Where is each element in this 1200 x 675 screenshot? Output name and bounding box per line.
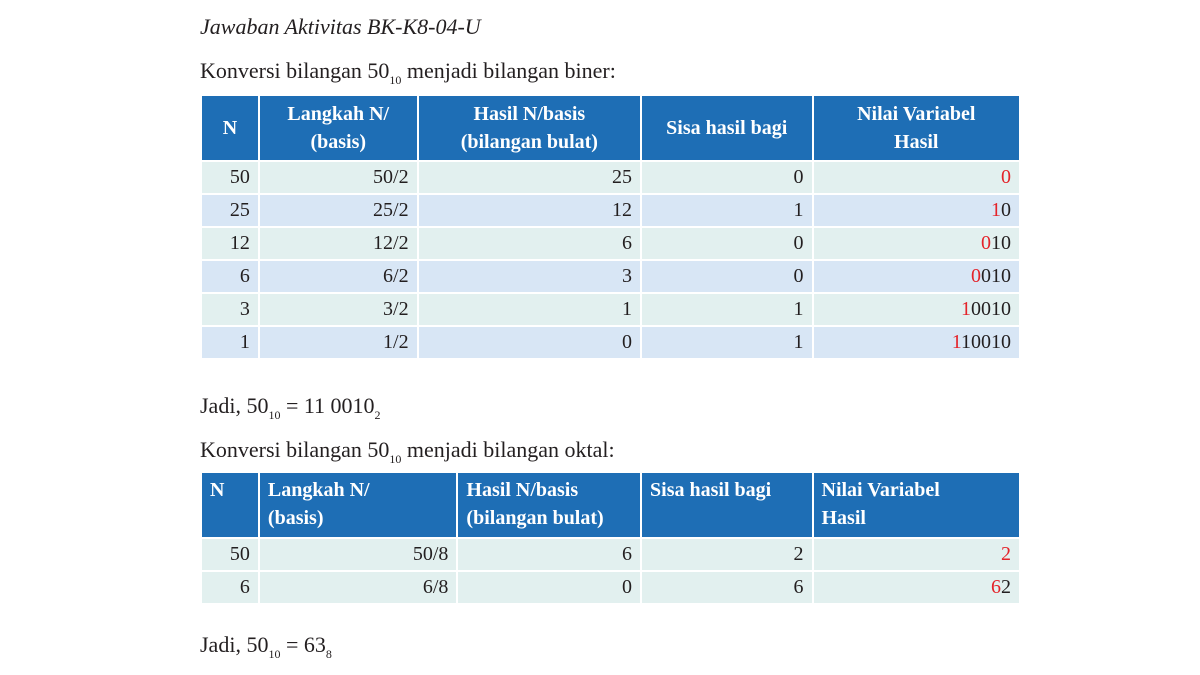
cell-hasil: 12 [419,195,640,226]
oktal-table [200,471,1021,605]
oktal-header-row [202,473,1019,537]
new-digit: 1 [991,199,1001,221]
new-digit: 0 [1001,166,1011,188]
table-row [202,162,1019,193]
oktal-intro-subscript: 10 [389,452,402,466]
biner-header-row [202,96,1019,160]
cell-sisa: 0 [642,228,811,259]
header-langkah-line2: (basis) [310,131,367,153]
header-langkah-line1: Langkah N/ [267,479,370,501]
header-hasil-line2: (bilangan bulat) [466,507,604,529]
cell-hasil: 6 [458,539,640,570]
rest-digits: 2 [1001,576,1011,598]
cell-nilai [814,539,1020,570]
rest-digits: 0010 [971,298,1011,320]
oktal-conclusion [200,632,332,661]
biner-table [200,94,1021,360]
table-row [202,195,1019,226]
biner-conclusion-prefix: Jadi, 50 [200,393,269,418]
rest-digits: 10010 [961,331,1011,353]
cell-n: 50 [202,162,258,193]
header-hasil-line1: Hasil N/basis [473,103,586,125]
biner-intro-prefix: Konversi bilangan 50 [200,58,390,83]
biner-conclusion-sub1: 10 [268,408,281,422]
cell-hasil: 25 [419,162,640,193]
cell-n: 6 [202,572,258,603]
header-hasil [419,96,640,160]
oktal-conclusion-sub2: 8 [325,647,332,661]
header-nilai-line1: Nilai Variabel [821,479,940,501]
table-row [202,294,1019,325]
header-langkah [260,473,457,537]
biner-intro-subscript: 10 [389,73,402,87]
oktal-intro-prefix: Konversi bilangan 50 [200,437,390,462]
table-row [202,572,1019,603]
header-langkah-line2: (basis) [267,507,324,529]
cell-langkah: 12/2 [260,228,417,259]
rest-digits: 0 [1001,199,1011,221]
header-hasil [458,473,640,537]
cell-sisa: 6 [642,572,811,603]
table-row [202,327,1019,358]
cell-n: 12 [202,228,258,259]
cell-sisa: 1 [642,294,811,325]
header-n: N [202,473,258,537]
header-nilai-line1: Nilai Variabel [857,103,976,125]
table-row [202,539,1019,570]
cell-nilai [814,195,1020,226]
new-digit: 0 [971,265,981,287]
cell-n: 6 [202,261,258,292]
table-row [202,228,1019,259]
cell-sisa: 2 [642,539,811,570]
cell-n: 3 [202,294,258,325]
cell-hasil: 3 [419,261,640,292]
cell-nilai [814,327,1020,358]
cell-langkah: 1/2 [260,327,417,358]
page-title: Jawaban Aktivitas BK-K8-04-U [200,14,481,39]
oktal-intro [200,437,615,466]
header-nilai-line2: Hasil [894,131,939,153]
cell-sisa: 0 [642,162,811,193]
new-digit: 6 [991,576,1001,598]
header-sisa: Sisa hasil bagi [642,473,811,537]
cell-langkah: 6/8 [260,572,457,603]
oktal-intro-suffix: menjadi bilangan oktal: [401,437,615,462]
rest-digits: 10 [991,232,1011,254]
header-sisa: Sisa hasil bagi [642,96,811,160]
cell-hasil: 0 [419,327,640,358]
cell-n: 25 [202,195,258,226]
cell-sisa: 0 [642,261,811,292]
cell-sisa: 1 [642,327,811,358]
cell-nilai [814,294,1020,325]
cell-langkah: 25/2 [260,195,417,226]
cell-nilai [814,572,1020,603]
header-nilai-line2: Hasil [821,507,866,529]
new-digit: 1 [961,298,971,320]
new-digit: 2 [1001,543,1011,565]
biner-conclusion-sub2: 2 [374,408,381,422]
header-hasil-line2: (bilangan bulat) [460,131,598,153]
new-digit: 0 [981,232,991,254]
header-langkah-line1: Langkah N/ [287,103,390,125]
cell-hasil: 6 [419,228,640,259]
oktal-conclusion-prefix: Jadi, 50 [200,632,269,657]
header-n: N [202,96,258,160]
cell-langkah: 6/2 [260,261,417,292]
cell-n: 1 [202,327,258,358]
new-digit: 1 [951,331,961,353]
table-row [202,261,1019,292]
cell-nilai [814,261,1020,292]
cell-langkah: 50/8 [260,539,457,570]
biner-conclusion [200,393,381,422]
biner-conclusion-middle: = 11 0010 [280,393,375,418]
biner-intro-suffix: menjadi bilangan biner: [401,58,616,83]
header-langkah [260,96,417,160]
cell-nilai [814,162,1020,193]
cell-n: 50 [202,539,258,570]
oktal-conclusion-sub1: 10 [268,647,281,661]
cell-sisa: 1 [642,195,811,226]
cell-nilai [814,228,1020,259]
header-nilai [814,96,1020,160]
cell-hasil: 0 [458,572,640,603]
rest-digits: 010 [981,265,1011,287]
cell-langkah: 50/2 [260,162,417,193]
biner-intro [200,58,616,87]
cell-langkah: 3/2 [260,294,417,325]
header-hasil-line1: Hasil N/basis [466,479,579,501]
cell-hasil: 1 [419,294,640,325]
oktal-conclusion-middle: = 63 [280,632,326,657]
header-nilai [814,473,1020,537]
